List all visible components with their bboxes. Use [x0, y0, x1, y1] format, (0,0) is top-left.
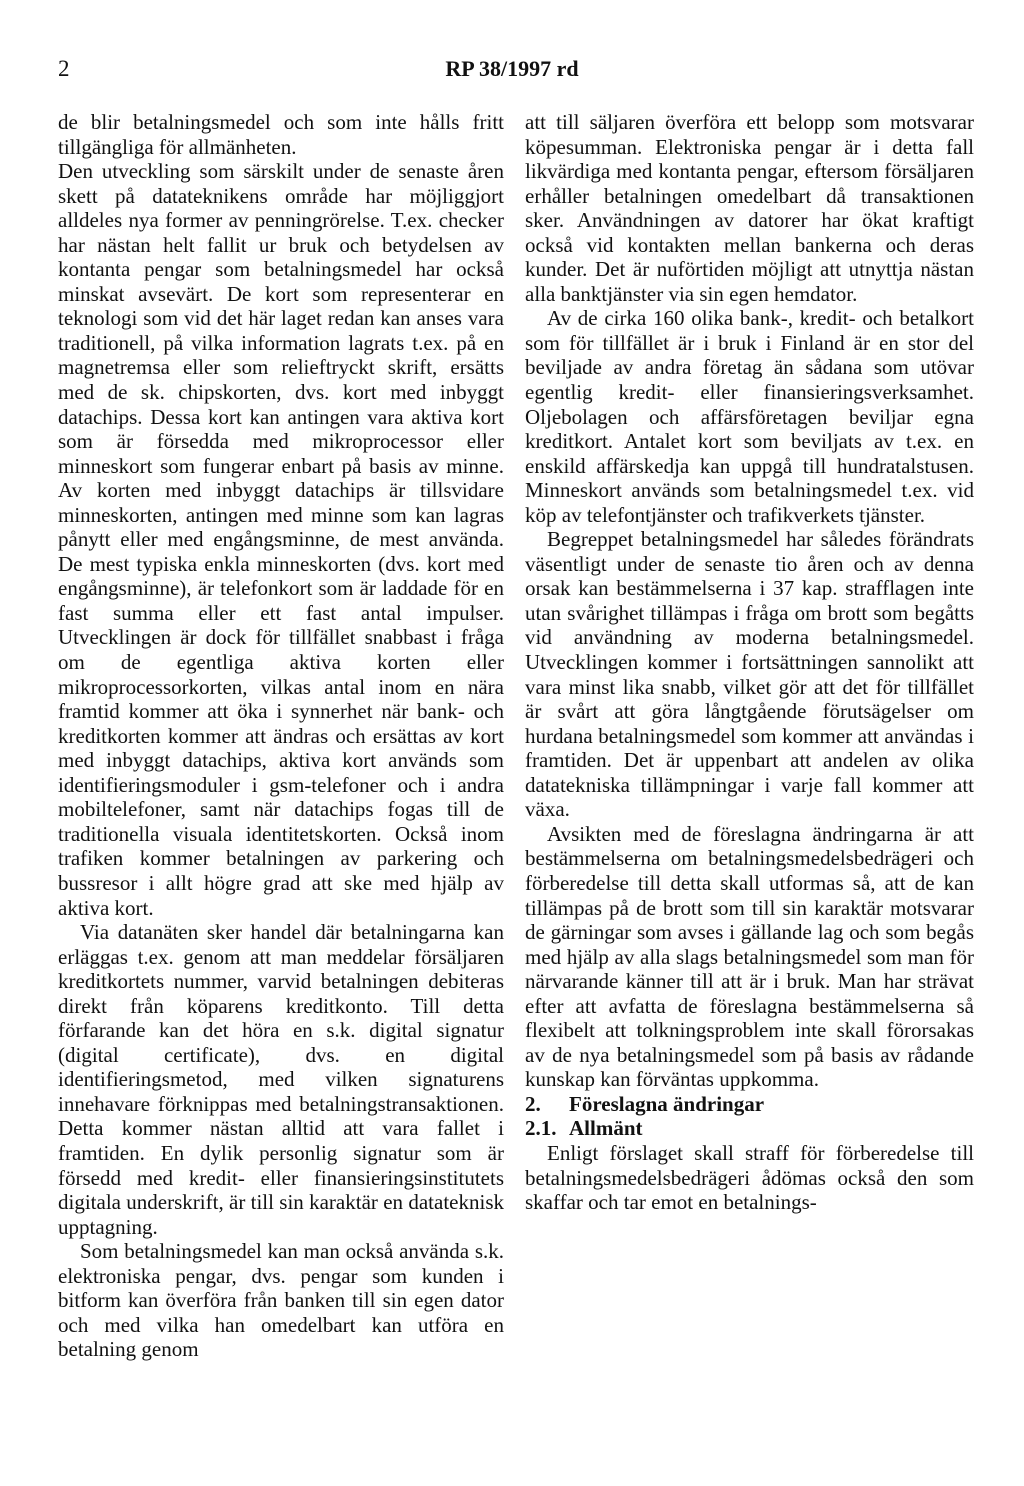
paragraph: Via datanäten sker handel där betalningarna kan erläggas t.ex. genom att man meddelar försäljaren kreditkortets nummer, varvid betalningen debiteras direkt från köparens kreditkonto. Till detta förfarande kan det höra en s.k. digital signatur (digital certificate), dvs. en digital identifieringsmetod, med vilken signaturens innehavare förknippas med betalningstransaktionen. Detta kommer nästan alltid att vara fallet i framtiden. En dylik personlig signatur som är försedd med kredit- eller finansieringsinstitutets digitala underskrift, är till sin karaktär en datateknisk upptagning.: [58, 920, 504, 1239]
section-title: Föreslagna ändringar: [569, 1091, 765, 1116]
paragraph: Avsikten med de föreslagna ändringarna är att bestämmelserna om betalningsmedelsbedrägeri och förberedelse till detta skall utformas så, att de kan tillämpas på de brott som till sin karaktär motsvarar de gärningar som avses i gällande lag och som begås med hjälp av alla slags betalningsmedel som man för närvarande känner till att är i bruk. Man har strävat efter att avfatta de föreslagna bestämmelserna så flexibelt att tolkningsproblem inte skall förorsakas av de nya betalningsmedel som på basis av rådande kunskap kan förväntas uppkomma.: [525, 821, 974, 1092]
paragraph: de blir betalningsmedel och som inte hålls fritt tillgängliga för allmänheten.: [58, 110, 504, 159]
subsection-number: 2.1.: [525, 1116, 557, 1141]
paragraph: Enligt förslaget skall straff för förberedelse till betalningsmedelsbedrägeri ådömas också den som skaffar och tar emot en betalnings-: [525, 1140, 974, 1215]
paragraph: Begreppet betalningsmedel har således förändrats väsentligt under de senaste tio åren och av denna orsak kan bestämmelserna i 37 kap. strafflagen inte utan svårighet tillämpas i fråga om brott som begåtts vid användning av moderna betalningsmedel. Utvecklingen kommer i fortsättningen sannolikt att vara minst lika snabb, vilket gör att det för tillfället är svårt att göra långtgående förutsägelser om hurdana betalningsmedel som kommer att användas i framtiden. Det är uppenbart att andelen av olika datatekniska tillämpningar i varje fall kommer att växa.: [525, 527, 974, 822]
right-column: [525, 110, 974, 1215]
paragraph: Den utveckling som särskilt under de senaste åren skett på datateknikens område har möjliggjort alldeles nya former av penningrörelse. T.ex. checker har nästan helt fallit ur bruk och betydelsen av kontanta pengar som betalningsmedel har också minskat avsevärt. De kort som representerar en teknologi som vid det här laget redan kan anses vara traditionell, på vilka information lagrats t.ex. på en magnetremsa eller som relieftryckt skrift, ersätts med de sk. chipskorten, dvs. kort med inbyggt datachips. Dessa kort kan antingen vara aktiva kort som är försedda med mikroprocessor eller minneskort som fungerar enbart på basis av minne. Av korten med inbyggt datachips är tillsvidare minneskorten, antingen med minne som kan lagras pånytt eller med engångsminne, de mest använda. De mest typiska enkla minneskorten (dvs. kort med engångsminne), är telefonkort som är laddade för en fast summa eller ett fast antal impulser. Utvecklingen är dock för tillfället snabbast i fråga om de egentliga aktiva korten eller mikroprocessorkorten, vilkas antal inom en nära framtid kommer att öka i synnerhet när bank- och kreditkorten kommer att ändras och ersättas av kort med inbyggt datachips, aktiva kort används som identifieringsmoduler i gsm-telefoner och i andra mobiltelefoner, samt när datachips fogas till de traditionella visuala identitetskorten. Också inom trafiken kommer betalningen av parkering och bussresor i allt högre grad att ske med hjälp av aktiva kort.: [58, 159, 504, 920]
paragraph: Som betalningsmedel kan man också använda s.k. elektroniska pengar, dvs. pengar som kunden i bitform kan överföra från banken till sin egen dator och med vilka han omedelbart kan utföra en betalning genom: [58, 1239, 504, 1362]
subsection-heading: [525, 1116, 974, 1141]
paragraph: att till säljaren överföra ett belopp som motsvarar köpesumman. Elektroniska pengar är i detta fall likvärdiga med kontanta pengar, eftersom försäljaren erhåller betalningen omedelbart då transaktionen sker. Användningen av datorer har ökat kraftigt också vid kontakten mellan bankerna och deras kunder. Det är nuförtiden möjligt att utnyttja nästan alla banktjänster via sin egen hemdator.: [525, 110, 974, 306]
page-header: [0, 56, 1024, 90]
subsection-title: Allmänt: [569, 1116, 643, 1141]
running-title: RP 38/1997 rd: [445, 56, 579, 81]
page-number: 2: [58, 56, 70, 81]
section-number: 2.: [525, 1091, 541, 1116]
paragraph: Av de cirka 160 olika bank-, kredit- och betalkort som för tillfället är i bruk i Finland är en stor del beviljade av andra företag än sådana som utövar egentlig kredit- eller finansieringsverksamhet. Oljebolagen och affärsföretagen beviljar egna kreditkort. Antalet kort som beviljats av t.ex. en enskild affärskedja kan uppgå till hundratalstusen. Minneskort används som betalningsmedel t.ex. vid köp av telefontjänster och trafikverkets tjänster.: [525, 306, 974, 527]
section-heading: [525, 1092, 974, 1117]
left-column: [58, 110, 504, 1362]
